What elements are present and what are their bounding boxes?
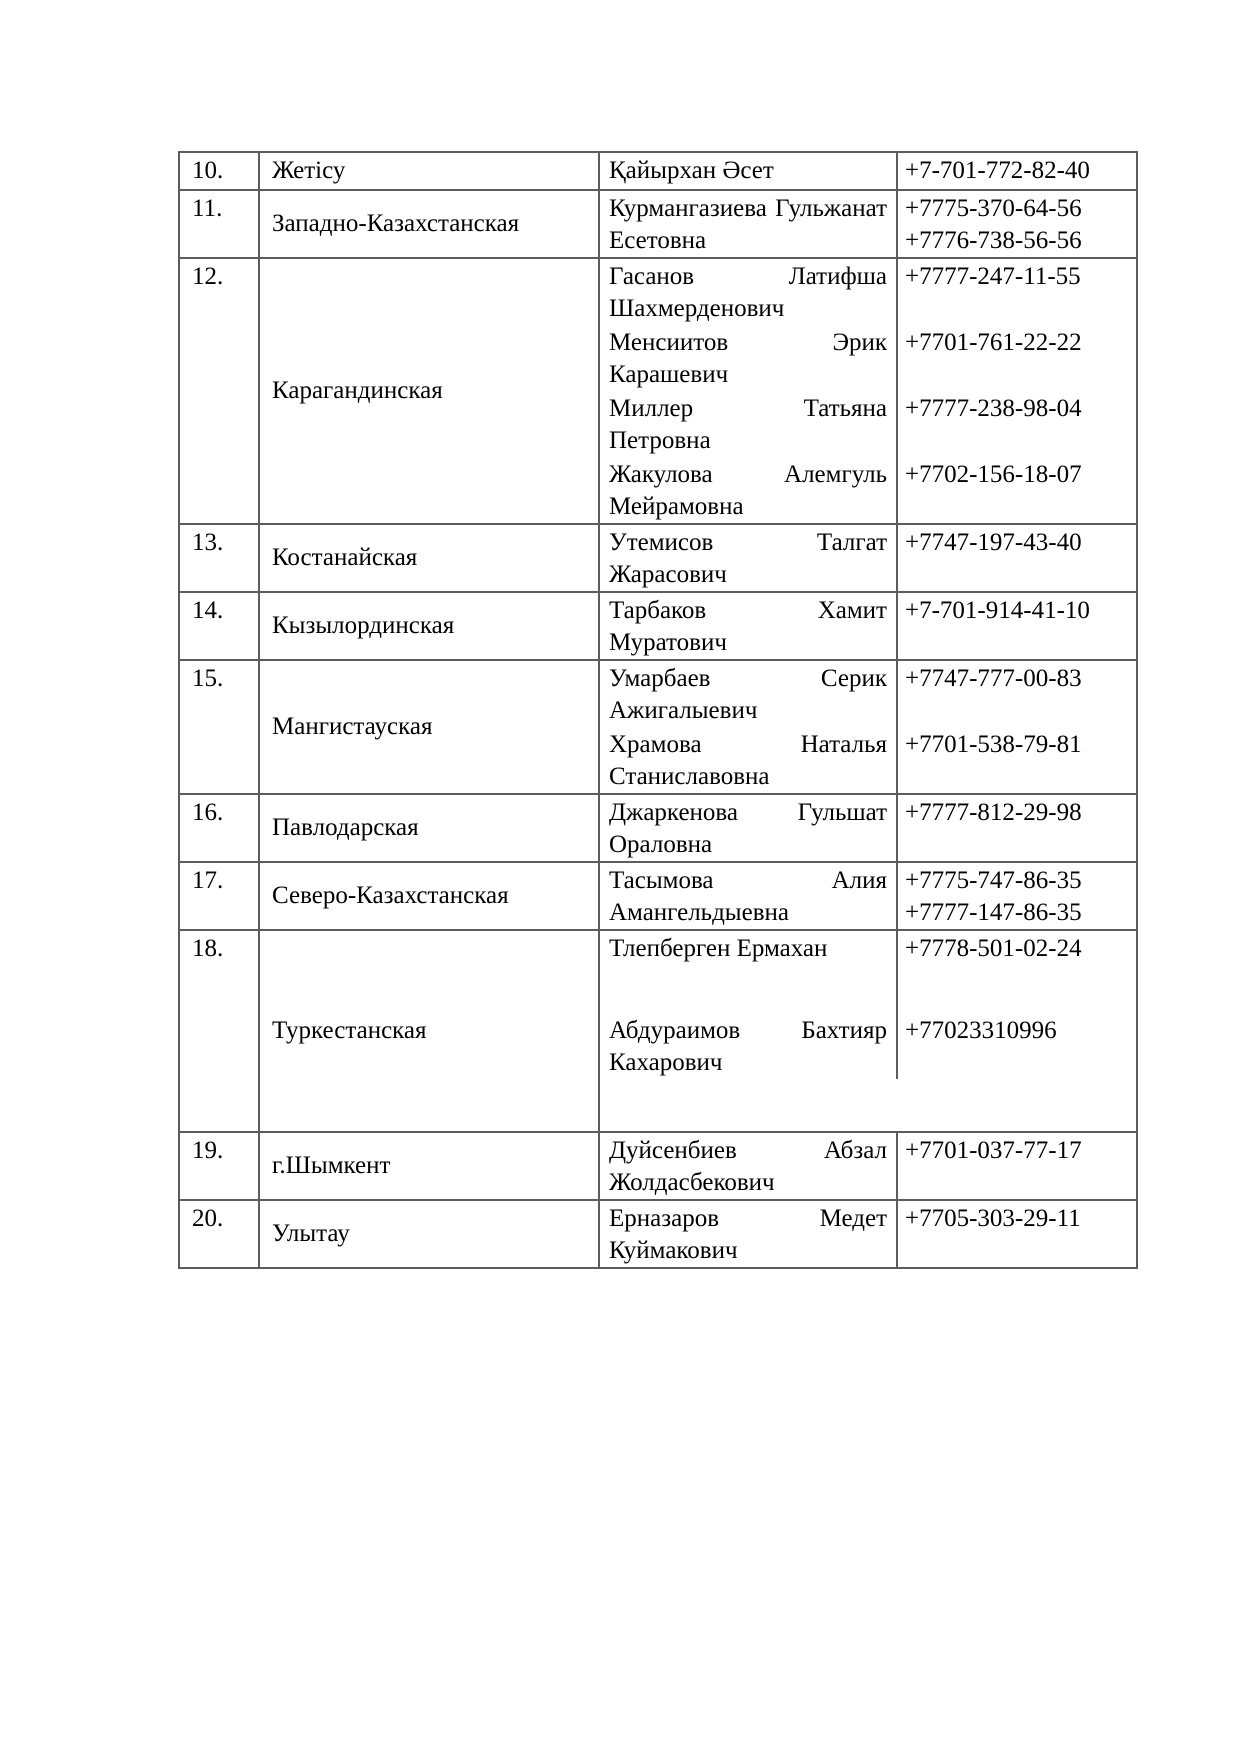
contact-name: Миллер Татьяна Петровна <box>609 395 887 454</box>
contact-name: Менсиитов Эрик Карашевич <box>609 329 887 388</box>
contacts-cell <box>600 661 1136 793</box>
row-number: 20. <box>180 1201 260 1267</box>
row-number: 12. <box>180 259 260 523</box>
contact-name: Тлепберген Ермахан <box>609 935 828 962</box>
contacts-cell <box>600 795 1136 861</box>
contact-name: Ерназаров Медет Куймакович <box>609 1205 887 1264</box>
contacts-cell <box>600 593 1136 659</box>
phone-line: +7701-761-22-22 <box>905 329 1082 356</box>
table-row <box>180 1201 1136 1267</box>
contact-name: Тарбаков Хамит Муратович <box>609 597 887 656</box>
contact-name: Умарбаев Серик Ажигалыевич <box>609 665 887 724</box>
phone-line: +7701-538-79-81 <box>905 731 1082 758</box>
row-number: 19. <box>180 1133 260 1199</box>
phone-number <box>896 391 1136 457</box>
contact-name: Жакулова Алемгуль Мейрамовна <box>609 461 887 520</box>
phone-line: +7775-747-86-35 <box>905 867 1082 894</box>
contacts-cell <box>600 525 1136 591</box>
phone-line: +7777-238-98-04 <box>905 395 1082 422</box>
phone-number <box>896 191 1136 257</box>
table-row <box>180 191 1136 259</box>
table-row <box>180 593 1136 661</box>
table-row <box>180 153 1136 191</box>
region-name: Костанайская <box>260 525 600 591</box>
row-number: 10. <box>180 153 260 189</box>
phone-line: +7777-812-29-98 <box>905 799 1082 826</box>
table-row <box>180 795 1136 863</box>
phone-line: +77023310996 <box>905 1017 1057 1044</box>
phone-number <box>896 457 1136 523</box>
phone-number <box>896 863 1136 929</box>
contact-name: Қайырхан Әсет <box>609 157 774 184</box>
contact-name: Храмова Наталья Станиславовна <box>609 731 887 790</box>
phone-number <box>896 931 1136 965</box>
phone-line: +7702-156-18-07 <box>905 461 1082 488</box>
phone-line: +7701-037-77-17 <box>905 1137 1082 1164</box>
phone-line: +7777-147-86-35 <box>905 899 1082 926</box>
phone-number <box>896 727 1136 793</box>
contacts-cell <box>600 1201 1136 1267</box>
phone-number <box>896 259 1136 325</box>
table-row <box>180 525 1136 593</box>
region-name: Кызылординская <box>260 593 600 659</box>
contact-name: Дуйсенбиев Абзал Жолдасбекович <box>609 1137 887 1196</box>
region-name: Жетісу <box>260 153 600 189</box>
region-name: Павлодарская <box>260 795 600 861</box>
contacts-cell <box>600 931 1136 1131</box>
phone-number <box>896 661 1136 727</box>
phone-number <box>896 593 1136 659</box>
contact-name: Тасымова Алия Амангельдыевна <box>609 867 887 926</box>
contact-name: Джаркенова Гульшат Ораловна <box>609 799 887 858</box>
phone-number <box>896 1133 1136 1199</box>
phone-line: +7-701-772-82-40 <box>905 157 1090 184</box>
contacts-table <box>178 151 1138 1269</box>
contact-name: Абдураимов Бахтияр Кахарович <box>609 1017 887 1076</box>
table-row <box>180 931 1136 1133</box>
region-name: Туркестанская <box>260 931 600 1131</box>
row-number: 18. <box>180 931 260 1131</box>
phone-line: +7-701-914-41-10 <box>905 597 1090 624</box>
phone-line: +7747-197-43-40 <box>905 529 1082 556</box>
row-number: 13. <box>180 525 260 591</box>
row-number: 11. <box>180 191 260 257</box>
contact-name: Утемисов Талгат Жарасович <box>609 529 887 588</box>
phone-number <box>896 525 1136 591</box>
region-name: Карагандинская <box>260 259 600 523</box>
contacts-cell <box>600 863 1136 929</box>
phone-number <box>896 795 1136 861</box>
table-row <box>180 863 1136 931</box>
contact-name: Курмангазиева Гульжанат Есетовна <box>609 195 887 254</box>
region-name: Улытау <box>260 1201 600 1267</box>
contacts-cell <box>600 191 1136 257</box>
row-number: 16. <box>180 795 260 861</box>
table-row <box>180 661 1136 795</box>
phone-line: +7705-303-29-11 <box>905 1205 1081 1232</box>
contacts-cell <box>600 1133 1136 1199</box>
phone-line: +7777-247-11-55 <box>905 263 1081 290</box>
phone-line: +7776-738-56-56 <box>905 227 1082 254</box>
phone-line: +7747-777-00-83 <box>905 665 1082 692</box>
region-name: Северо-Казахстанская <box>260 863 600 929</box>
phone-line: +7775-370-64-56 <box>905 195 1082 222</box>
region-name: Западно-Казахстанская <box>260 191 600 257</box>
contacts-cell <box>600 153 1136 189</box>
region-name: Мангистауская <box>260 661 600 793</box>
region-name: г.Шымкент <box>260 1133 600 1199</box>
contacts-cell <box>600 259 1136 523</box>
phone-number <box>896 1201 1136 1267</box>
phone-number <box>896 153 1136 189</box>
contact-name: Гасанов Латифша Шахмерденович <box>609 263 887 322</box>
phone-number <box>896 965 1136 1079</box>
phone-number <box>896 325 1136 391</box>
row-number: 15. <box>180 661 260 793</box>
row-number: 14. <box>180 593 260 659</box>
table-row <box>180 1133 1136 1201</box>
phone-line: +7778-501-02-24 <box>905 935 1082 962</box>
row-number: 17. <box>180 863 260 929</box>
table-row <box>180 259 1136 525</box>
